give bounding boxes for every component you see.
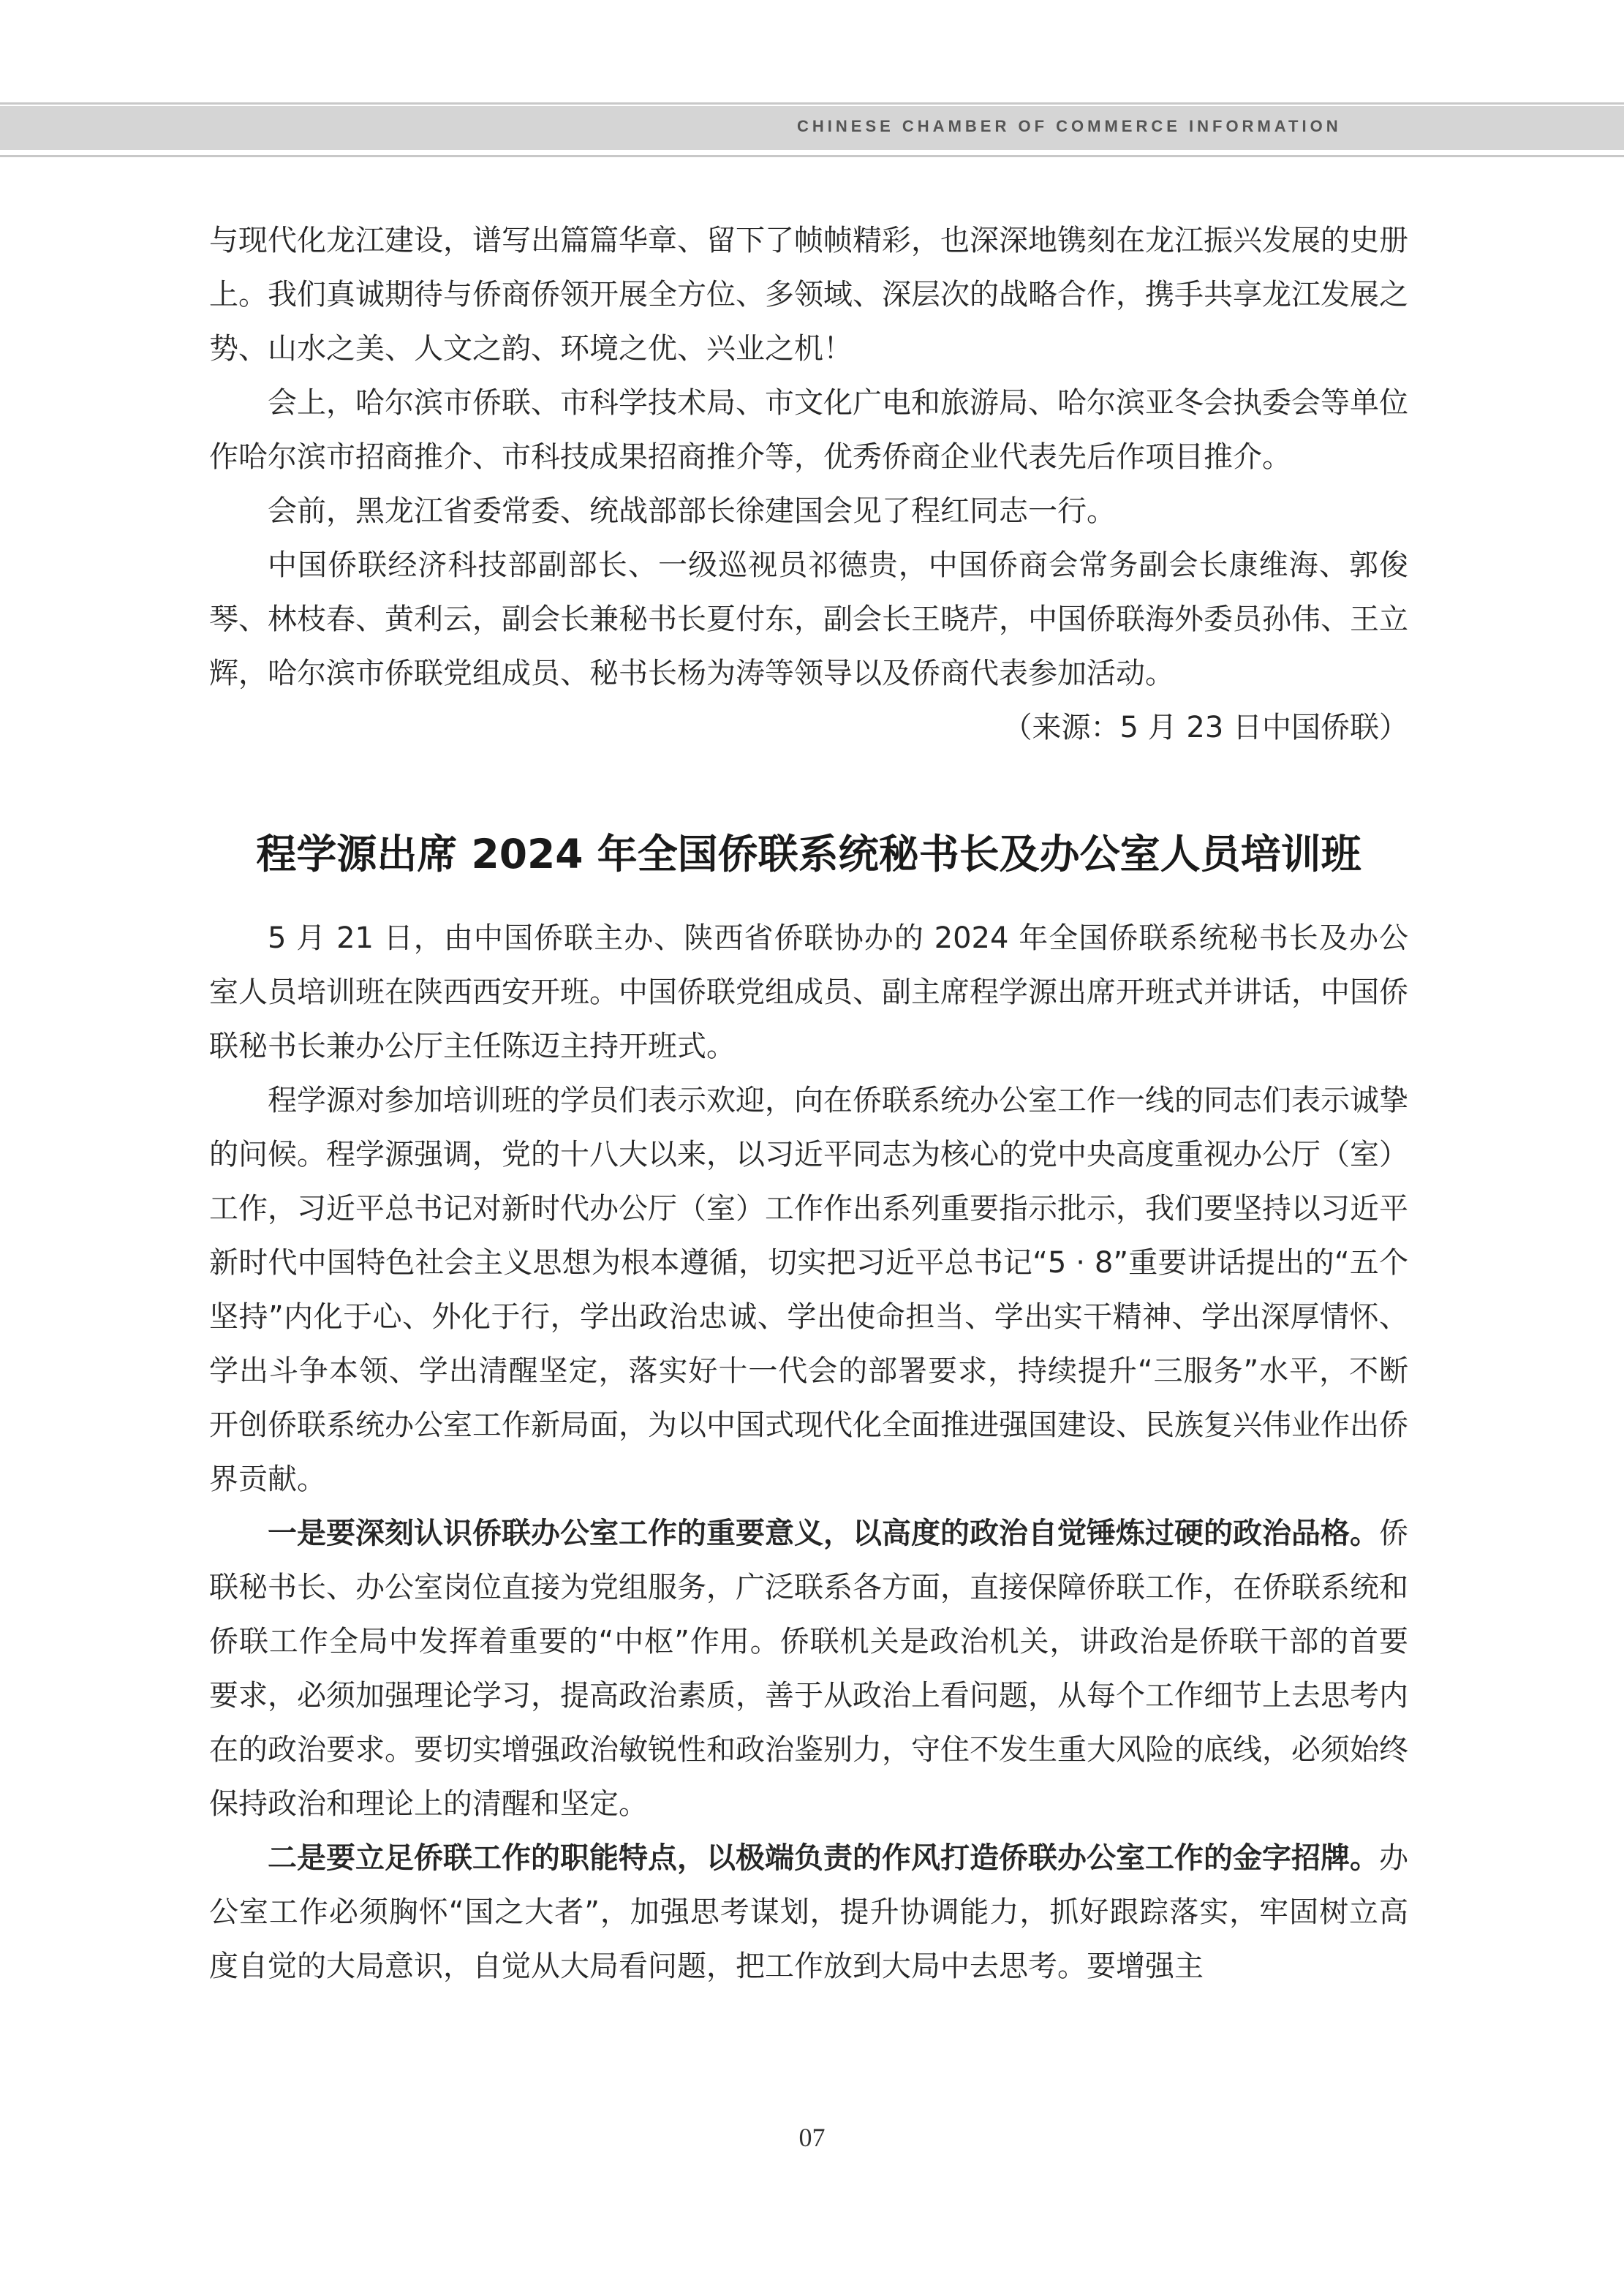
point-two-body: 办公室工作必须胸怀“国之大者”，加强思考谋划，提升协调能力，抓好跟踪落实，牢固树立高度自觉的大局意识，自觉从大局看问题，把工作放到大局中去思考。要增强主 — [209, 1841, 1408, 1983]
point-one-paragraph — [209, 1506, 1408, 1831]
paragraph: 中国侨联经济科技部副部长、一级巡视员祁德贵，中国侨商会常务副会长康维海、郭俊琴、林枝春、黄利云，副会长兼秘书长夏付东，副会长王晓芹，中国侨联海外委员孙伟、王立辉，哈尔滨市侨联党组成员、秘书长杨为涛等领导以及侨商代表参加活动。 — [209, 548, 1408, 690]
page-content — [209, 214, 1408, 1993]
point-two-lead: 二是要立足侨联工作的职能特点，以极端负责的作风打造侨联办公室工作的金字招牌。 — [268, 1841, 1379, 1875]
paragraph: 5 月 21 日，由中国侨联主办、陕西省侨联协办的 2024 年全国侨联系统秘书长及办公室人员培训班在陕西西安开班。中国侨联党组成员、副主席程学源出席开班式并讲话，中国侨联秘书长兼办公厅主任陈迈主持开班式。 — [209, 921, 1408, 1063]
header-rule-bottom — [0, 155, 1624, 157]
publication-header: CHINESE CHAMBER OF COMMERCE INFORMATION — [797, 117, 1342, 135]
header-rule-top — [0, 102, 1624, 105]
article-title: 程学源出席 2024 年全国侨联系统秘书长及办公室人员培训班 — [256, 831, 1361, 878]
point-one-body: 侨联秘书长、办公室岗位直接为党组服务，广泛联系各方面，直接保障侨联工作，在侨联系统和侨联工作全局中发挥着重要的“中枢”作用。侨联机关是政治机关，讲政治是侨联干部的首要要求，必须加强理论学习，提高政治素质，善于从政治上看问题，从每个工作细节上去思考内在的政治要求。要切实增强政治敏锐性和政治鉴别力，守住不发生重大风险的底线，必须始终保持政治和理论上的清醒和坚定。 — [209, 1517, 1408, 1821]
point-one-lead: 一是要深刻认识侨联办公室工作的重要意义，以高度的政治自觉锤炼过硬的政治品格。 — [268, 1517, 1379, 1550]
page-number: 07 — [798, 2123, 826, 2152]
paragraph: 程学源对参加培训班的学员们表示欢迎，向在侨联系统办公室工作一线的同志们表示诚挚的问候。程学源强调，党的十八大以来，以习近平同志为核心的党中央高度重视办公厅（室）工作，习近平总书记对新时代办公厅（室）工作作出系列重要指示批示，我们要坚持以习近平新时代中国特色社会主义思想为根本遵循，切实把习近平总书记“5 · 8”重要讲话提出的“五个坚持”内化于心、外化于行，学出政治忠诚、学出使命担当、学出实干精神、学出深厚情怀、学出斗争本领、学出清醒坚定，落实好十一代会的部署要求，持续提升“三服务”水平，不断开创侨联系统办公室工作新局面，为以中国式现代化全面推进强国建设、民族复兴伟业作出侨界贡献。 — [209, 1084, 1408, 1496]
point-two-paragraph — [209, 1831, 1408, 1993]
source-note: （来源：5 月 23 日中国侨联） — [1002, 711, 1408, 744]
paragraph: 会前，黑龙江省委常委、统战部部长徐建国会见了程红同志一行。 — [268, 494, 1116, 528]
continued-paragraph: 与现代化龙江建设，谱写出篇篇华章、留下了帧帧精彩，也深深地镌刻在龙江振兴发展的史册上。我们真诚期待与侨商侨领开展全方位、多领域、深层次的战略合作，携手共享龙江发展之势、山水之美、人文之韵、环境之优、兴业之机！ — [209, 224, 1408, 366]
paragraph: 会上，哈尔滨市侨联、市科学技术局、市文化广电和旅游局、哈尔滨亚冬会执委会等单位作哈尔滨市招商推介、市科技成果招商推介等，优秀侨商企业代表先后作项目推介。 — [209, 386, 1408, 474]
